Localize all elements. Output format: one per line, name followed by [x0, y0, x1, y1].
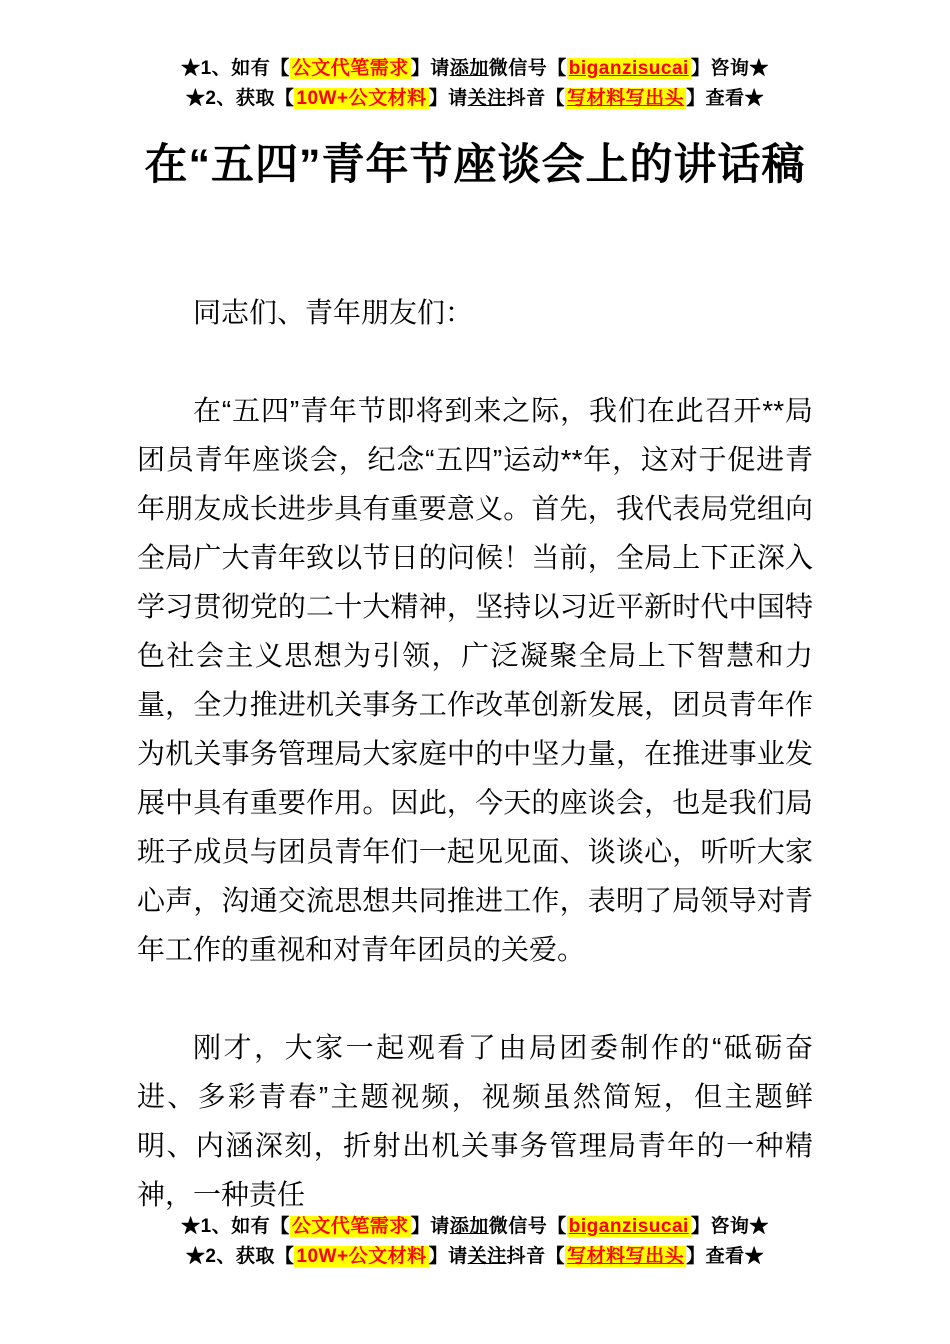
promo-text: 】查看★ — [686, 88, 765, 109]
promo-header-line-2 — [0, 84, 950, 114]
paragraph-1: 在“五四”青年节即将到来之际，我们在此召开**局团员青年座谈会，纪念“五四”运动**年，这对于促进青年朋友成长进步具有重要意义。首先，我代表局党组向全局广大青年致以节日的问候！当前，全局上下正深入学习贯彻党的二十大精神，坚持以习近平新时代中国特色社会主义思想为引领，广泛凝聚全局上下智慧和力量，全力推进机关事务工作改革创新发展，团员青年作为机关事务管理局大家庭中的中坚力量，在推进事业发展中具有重要作用。因此，今天的座谈会，也是我们局班子成员与团员青年们一起见见面、谈谈心，听听大家心声，沟通交流思想共同推进工作，表明了局领导对青年工作的重视和对青年团员的关爱。 — [137, 395, 813, 965]
promo-text: 】请 — [410, 58, 450, 79]
greeting-line: 同志们、青年朋友们： — [193, 297, 474, 328]
highlighted-service-text: 公文代笔需求 — [291, 1216, 409, 1237]
douyin-account-text: 写材料写出头 — [567, 1246, 685, 1267]
document-body — [137, 288, 813, 1219]
promo-text: ★2、获取【 — [185, 88, 295, 109]
promo-text: ★1、如有【 — [181, 1216, 290, 1237]
promo-text: 】请 — [410, 1216, 450, 1237]
wechat-id-text: biganzisucai — [568, 58, 689, 79]
promo-text: ★1、如有【 — [181, 58, 290, 79]
promo-footer — [0, 1212, 950, 1272]
douyin-label-text: 抖音【 — [506, 88, 566, 109]
highlighted-material-text: 10W+公文材料 — [296, 1246, 427, 1267]
add-wechat-text: 添加 — [449, 1216, 489, 1237]
douyin-account-text: 写材料写出头 — [567, 88, 685, 109]
highlighted-material-text: 10W+公文材料 — [296, 88, 427, 109]
promo-text: 】咨询★ — [690, 58, 769, 79]
wechat-label-text: 微信号【 — [488, 1216, 567, 1237]
promo-text: 】请 — [428, 1246, 468, 1267]
wechat-label-text: 微信号【 — [488, 58, 567, 79]
promo-footer-line-2 — [0, 1242, 950, 1272]
douyin-label-text: 抖音【 — [506, 1246, 566, 1267]
promo-header-line-1 — [0, 54, 950, 84]
follow-douyin-text: 关注 — [467, 88, 507, 109]
promo-text: ★2、获取【 — [185, 1246, 295, 1267]
promo-footer-line-1 — [0, 1212, 950, 1242]
document-title: 在“五四”青年节座谈会上的讲话稿 — [144, 141, 806, 189]
promo-text: 】请 — [428, 88, 468, 109]
wechat-id-text: biganzisucai — [568, 1216, 689, 1237]
promo-text: 】咨询★ — [690, 1216, 769, 1237]
follow-douyin-text: 关注 — [467, 1246, 507, 1267]
add-wechat-text: 添加 — [449, 58, 489, 79]
highlighted-service-text: 公文代笔需求 — [291, 58, 409, 79]
promo-text: 】查看★ — [686, 1246, 765, 1267]
promo-header — [0, 54, 950, 114]
paragraph-2: 刚才，大家一起观看了由局团委制作的“砥砺奋进、多彩青春”主题视频，视频虽然简短，但主题鲜明、内涵深刻，折射出机关事务管理局青年的一种精神，一种责任 — [137, 1032, 813, 1210]
